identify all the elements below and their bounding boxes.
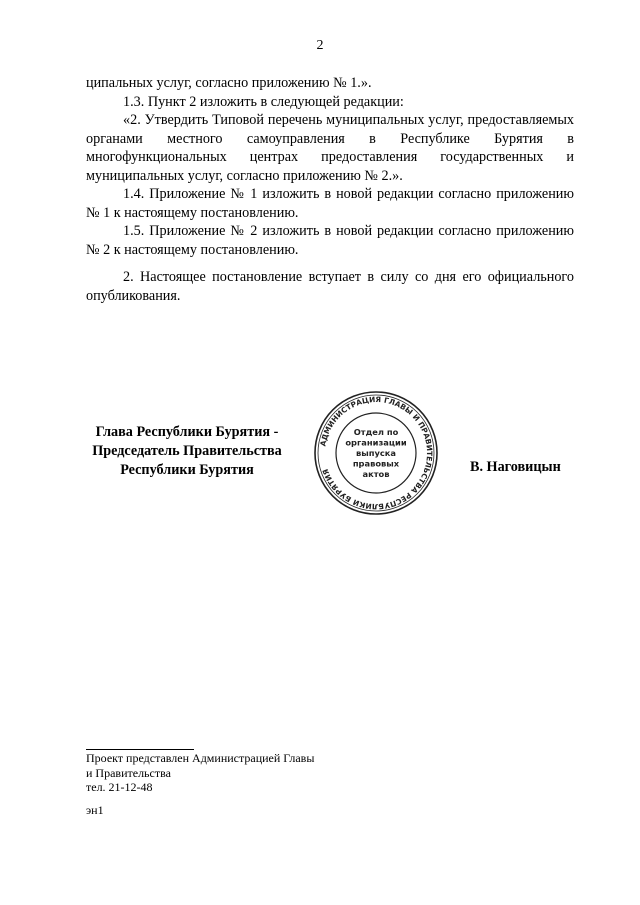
signatory-title-line: Республики Бурятия xyxy=(120,462,254,478)
stamp-center-text xyxy=(345,427,407,479)
stamp-center-line: выпуска xyxy=(355,448,397,458)
signatory-name: В. Наговицын xyxy=(470,459,561,475)
footnote-line: Проект представлен Администрацией Главы xyxy=(86,751,315,765)
body-paragraph-2: 1.3. Пункт 2 изложить в следующей редакции: xyxy=(123,94,404,110)
stamp-center-line: правовых xyxy=(352,458,400,469)
stamp-center-line: актов xyxy=(362,469,390,479)
footnote xyxy=(86,751,314,795)
signatory-title-line: Глава Республики Бурятия - xyxy=(95,424,279,440)
footnote-divider xyxy=(86,749,194,750)
stamp-ring-text: АДМИНИСТРАЦИЯ ГЛАВЫ И ПРАВИТЕЛЬСТВА РЕСПУБЛИКИ БУРЯТИЯ xyxy=(318,394,435,512)
body-paragraph-3: «2. Утвердить Типовой перечень муниципальных услуг, предоставляемых органами местного самоуправления в Республике Бурятия в многофункциональных центрах предоставления государственных и муниципальных услуг, согласно приложению № 2.». xyxy=(86,112,574,184)
document-code: эн1 xyxy=(86,803,104,817)
page-number: 2 xyxy=(316,38,324,53)
signatory-title-line: Председатель Правительства xyxy=(92,443,282,459)
body-paragraph-5: 1.5. Приложение № 2 изложить в новой редакции согласно приложению № 2 к настоящему постановлению. xyxy=(86,223,574,258)
official-stamp xyxy=(312,389,440,517)
body-paragraph-4: 1.4. Приложение № 1 изложить в новой редакции согласно приложению № 1 к настоящему постановлению. xyxy=(86,186,574,221)
footnote-phone: тел. 21-12-48 xyxy=(86,780,153,795)
footnote-line: и Правительства xyxy=(86,765,171,780)
stamp-center-line: Отдел по xyxy=(353,427,399,437)
body-paragraph-1: ципальных услуг, согласно приложению № 1.». xyxy=(86,75,372,91)
stamp-center-line: организации xyxy=(345,437,407,448)
signatory-title xyxy=(82,423,292,480)
body-paragraph-6: 2. Настоящее постановление вступает в силу со дня его официального опубликования. xyxy=(86,269,574,304)
